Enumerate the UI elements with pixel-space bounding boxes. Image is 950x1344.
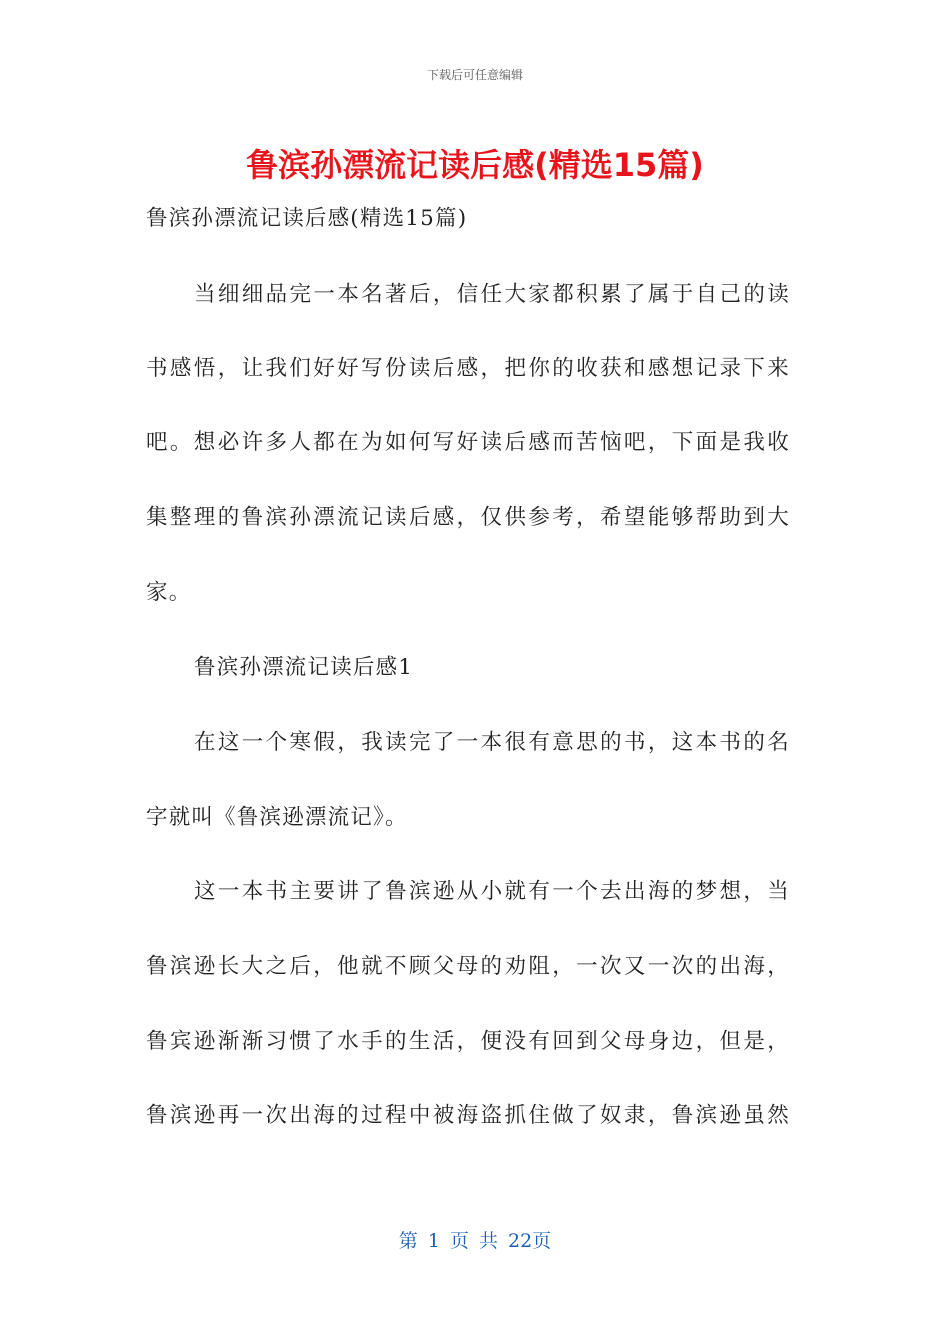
paragraph-line: 鲁滨逊再一次出海的过程中被海盗抓住做了奴隶，鲁滨逊虽然	[146, 1103, 790, 1128]
paragraph-line: 在这一个寒假，我读完了一本很有意思的书，这本书的名	[194, 730, 790, 755]
paragraph-line: 鲁宾逊渐渐习惯了水手的生活，便没有回到父母身边，但是，	[146, 1029, 790, 1054]
subtitle-line: 鲁滨孙漂流记读后感(精选15篇)	[146, 206, 468, 231]
paragraph-line: 鲁滨逊长大之后，他就不顾父母的劝阻，一次又一次的出海，	[146, 954, 790, 979]
paragraph-line: 集整理的鲁滨孙漂流记读后感，仅供参考，希望能够帮助到大	[146, 505, 790, 530]
document-title: 鲁滨孙漂流记读后感(精选15篇)	[246, 146, 704, 184]
paragraph-line: 吧。想必许多人都在为如何写好读后感而苦恼吧，下面是我收	[146, 430, 790, 455]
paragraph-line: 书感悟，让我们好好写份读后感，把你的收获和感想记录下来	[146, 356, 790, 381]
header-note: 下载后可任意编辑	[426, 68, 523, 82]
paragraph-line: 字就叫《鲁滨逊漂流记》。	[146, 805, 408, 830]
paragraph-line: 家。	[146, 580, 192, 605]
paragraph-line: 这一本书主要讲了鲁滨逊从小就有一个去出海的梦想，当	[194, 879, 790, 904]
section-heading: 鲁滨孙漂流记读后感1	[194, 655, 414, 680]
paragraph-line: 当细细品完一本名著后，信任大家都积累了属于自己的读	[194, 282, 790, 307]
page-footer: 第 1 页 共 22页	[398, 1230, 552, 1252]
